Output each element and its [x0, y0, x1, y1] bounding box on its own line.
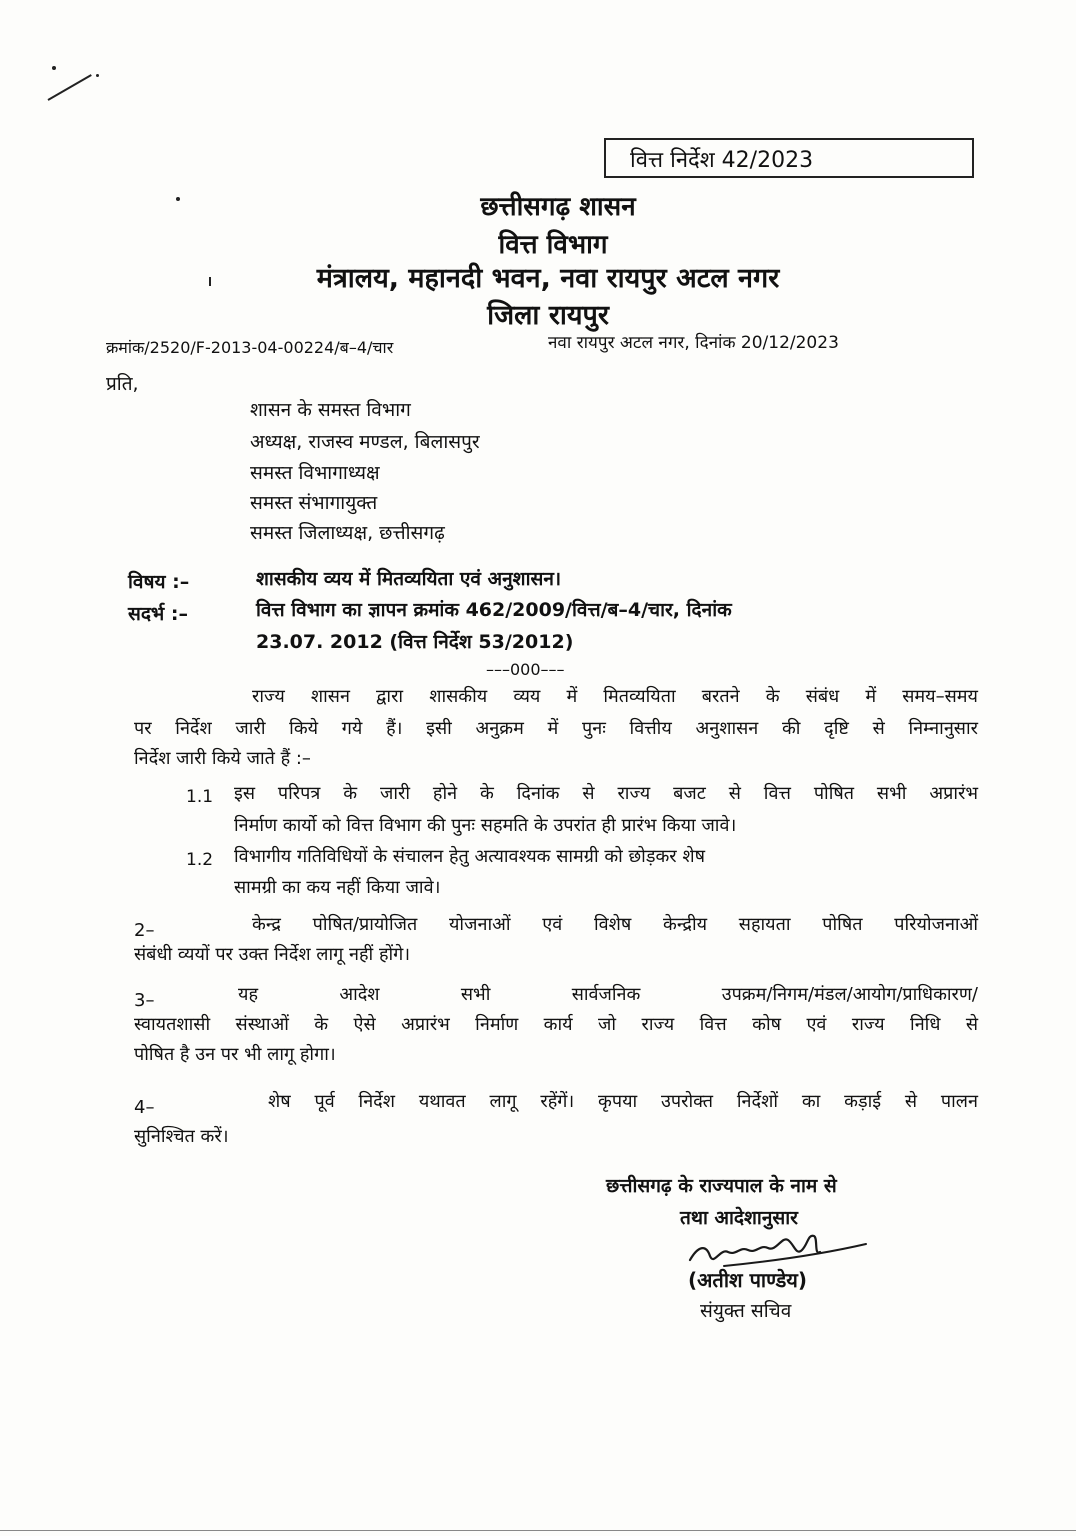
signature-line-1: छत्तीसगढ़ के राज्यपाल के नाम से — [606, 1175, 837, 1197]
para2-line-2: संबंधी व्ययों पर उक्त निर्देश लागू नहीं होंगे। — [134, 944, 411, 965]
para4-line-2: सुनिश्चित करें। — [134, 1126, 229, 1147]
point-line: निर्माण कार्यो को वित्त विभाग की पुनः सहमति के उपरांत ही प्रारंभ किया जावे। — [234, 815, 737, 836]
para4-line-1: शेष पूर्व निर्देश यथावत लागू रहेंगें। कृपया उपरोक्त निर्देशों का कड़ाई से पालन — [268, 1091, 978, 1112]
point-number: 1.1 — [186, 787, 214, 807]
header-government: छत्तीसगढ़ शासन — [480, 192, 636, 222]
point-line: इस परिपत्र के जारी होने के दिनांक से राज्य बजट से वित्त पोषित सभी अप्रारंभ — [234, 783, 978, 804]
point-number: 1.2 — [186, 850, 214, 870]
reference-line-1: वित्त विभाग का ज्ञापन क्रमांक 462/2009/वित्त/ब–4/चार, दिनांक — [256, 599, 732, 621]
signatory-name: (अतीश पाण्डेय) — [688, 1268, 808, 1292]
signatory-designation: संयुक्त सचिव — [700, 1300, 792, 1322]
para3-line-2: स्वायतशासी संस्थाओं के ऐसे अप्रारंभ निर्माण कार्य जो राज्य वित्त कोष एवं राज्य निधि से — [134, 1014, 978, 1035]
reference-box-text: वित्त निर्देश 42/2023 — [630, 148, 814, 173]
to-label: प्रति, — [106, 373, 139, 395]
recipient-item: समस्त संभागायुक्त — [250, 492, 378, 514]
intro-line-1: राज्य शासन द्वारा शासकीय व्यय में मितव्ययिता बरतने के संबंध में समय–समय — [252, 686, 978, 707]
para-number: 2– — [134, 920, 155, 941]
subject-label: विषय :– — [128, 571, 190, 593]
scan-mark — [0, 1530, 1076, 1531]
letter-number: क्रमांक/2520/F-2013-04-00224/ब–4/चार — [106, 338, 394, 357]
separator: –––000––– — [486, 660, 565, 679]
intro-line-3: निर्देश जारी किये जाते हैं :– — [134, 748, 311, 769]
scan-mark — [96, 74, 99, 77]
signature-line-2: तथा आदेशानुसार — [680, 1207, 798, 1229]
reference-line-2: 23.07. 2012 (वित्त निर्देश 53/2012) — [256, 631, 574, 653]
para3-line-1: यह आदेश सभी सार्वजनिक उपक्रम/निगम/मंडल/आयोग/प्राधिकारण/ — [238, 984, 978, 1005]
header-address: मंत्रालय, महानदी भवन, नवा रायपुर अटल नगर — [316, 263, 780, 294]
para2-line-1: केन्द्र पोषित/प्रायोजित योजनाओं एवं विशेष केन्द्रीय सहायता पोषित परियोजनाओं — [252, 914, 978, 935]
recipient-item: समस्त विभागाध्यक्ष — [250, 462, 380, 484]
para-number: 3– — [134, 990, 155, 1011]
para3-line-3: पोषित है उन पर भी लागू होगा। — [134, 1044, 336, 1065]
para-number: 4– — [134, 1097, 155, 1118]
reference-box — [604, 138, 974, 178]
header-district: जिला रायपुर — [487, 300, 609, 331]
header-department: वित्त विभाग — [498, 230, 608, 260]
scan-mark — [48, 74, 92, 101]
point-line: विभागीय गतिविधियों के संचालन हेतु अत्यावश्यक सामग्री को छोड़कर शेष — [234, 846, 706, 867]
recipient-item: अध्यक्ष, राजस्व मण्डल, बिलासपुर — [250, 431, 480, 453]
recipient-item: समस्त जिलाध्यक्ष, छत्तीसगढ़ — [250, 522, 445, 544]
recipient-item: शासन के समस्त विभाग — [250, 399, 411, 421]
subject-text: शासकीय व्यय में मितव्ययिता एवं अनुशासन। — [256, 568, 562, 590]
letter-place-date: नवा रायपुर अटल नगर, दिनांक 20/12/2023 — [548, 333, 839, 353]
reference-label: सदर्भ :– — [128, 603, 189, 625]
intro-line-2: पर निर्देश जारी किये गये हैं। इसी अनुक्रम में पुनः वित्तीय अनुशासन की दृष्टि से निम्नानुसार — [134, 718, 978, 739]
point-line: सामग्री का कय नहीं किया जावे। — [234, 877, 441, 898]
scan-mark — [52, 66, 56, 70]
